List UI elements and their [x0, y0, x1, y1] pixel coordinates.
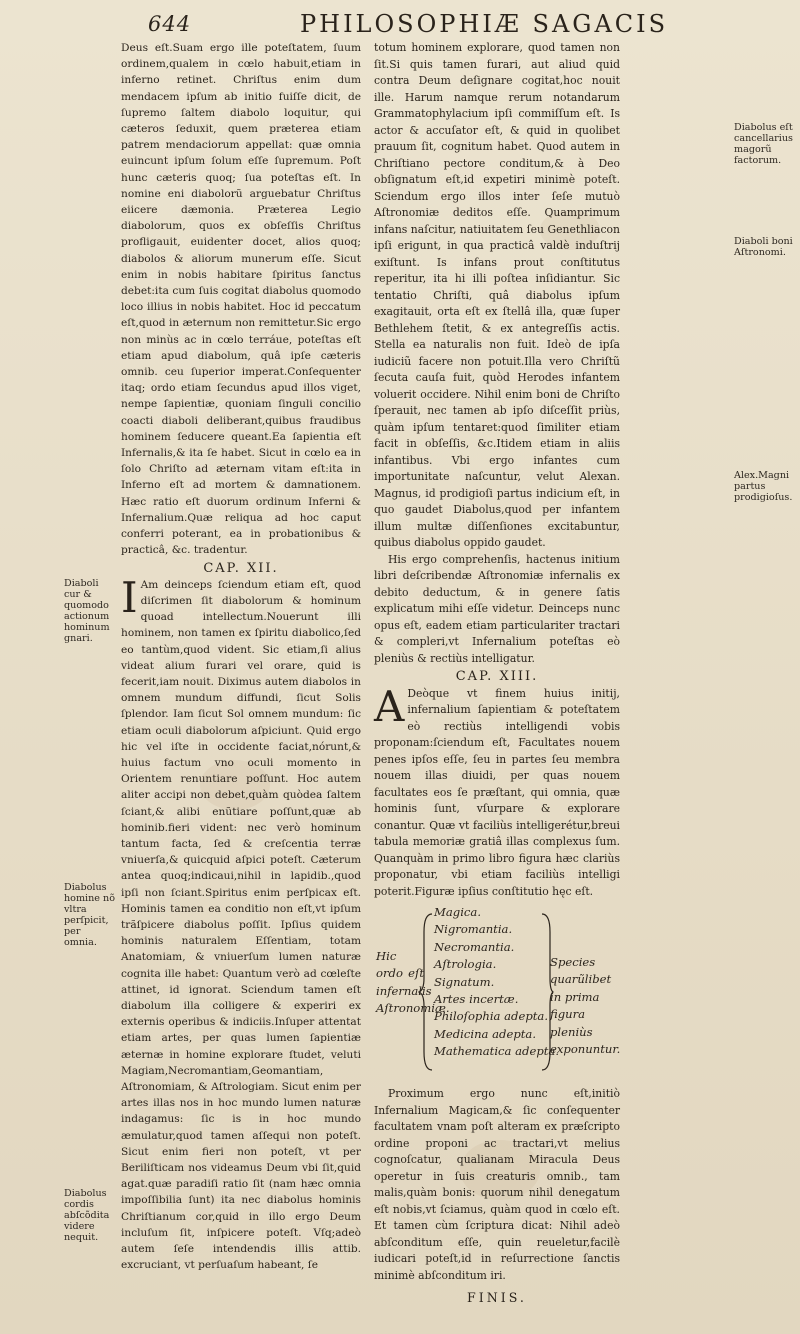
right-paragraph-1: totum hominem explorare, quod tamen non ſit.Si quis tamen furari, aut aliud quid contra Deum deſignare cogitat,hoc nouit ille. Harum namque rerum notandarum Grammatophylacium ipſi commiſſum eſt. Is actor & accuſator eſt, & quid in quolibet prauum ſit, cognitum habet. Quod autem in Chriſtiano pectore conditum,& à Deo obſignatum eſt,id expetiri minimè poteſt. Sciendum ergo illos inter ſeſe mutuò Aſtronomiæ deditos eſſe. Quamprimum infans naſcitur, natiuitatem ſeu Genethliacon ipſi erigunt, in qua practicâ valdè induſtrij exiſtunt. Is infans prout conſtitutus reperitur, ita hi illi poſtea inſidiantur. Sic tentatio Chriſti, quâ diabolus ipſum exagitauit, orta eſt ex ſtellâ illa, quæ ſuper Bethlehem ſtetit, & ex antegreſſis actis. Stella ea naturalis non fuit. Ideò de ipſa iudiciũ facere non potuit.Illa vero Chriſtũ ſecuta cauſa fuit, quòd Herodes infantem voluerit occidere. Nihil enim boni de Chriſto ſperauit, nec tamen ab ipſo diſceſſit priùs, quàm ipſum tentaret:quod ſimiliter etiam facit in obſeſſis, &c.Itidem etiam in aliis infantibus. Vbi ergo infantes cum importunitate naſcuntur, velut Alexan. Magnus, id prodigioſi partus indicium eſt, in quo gaudet Diabolus,quod per infantem illum multæ diſſenſiones excitabuntur, quibus diabolus oppido gaudet. [374, 41, 620, 549]
right-paragraph-3-text: Deòque vt finem huius initij, infernalium ſapientiam & poteſtatem eò rectiùs intelligendi vobis proponam:ſciendum eſt, Facultates nouem penes ipſos eſſe, ſeu in partes ſeu membra nouem illas diuidi, per quas nouem facultates eos ſe præſtant, qui omnia, quæ hominis ſunt, vſurpare & explorare conantur. Quæ vt faciliùs intelligerétur,breui tabula memoriæ gratiâ illas complexus ſum. Quanquàm in primo libro figura hæc clariùs proponatur, vbi etiam faciliùs intelligi poterit.Figuræ ipſius conſtitutio hęc eſt. [374, 686, 620, 898]
margin-note-left-2: Diabolus homine nõ vltra perſpicit, per omnia. [64, 882, 115, 948]
diagram-item: Nigromantia. [434, 922, 513, 937]
diagram-item: Medicina adepta. [434, 1026, 537, 1041]
right-column [374, 40, 620, 1307]
diagram-item: Necromantia. [434, 939, 515, 954]
diagram-right-label: Species quarũlibet in prima figura pleniùs exponuntur. [550, 955, 621, 1057]
chapter-heading-12: CAP. XII. [203, 560, 279, 576]
running-title: PHILOSOPHIÆ SAGACIS [300, 10, 669, 38]
right-paragraph-3 [374, 681, 620, 901]
diagram-left-label: Hic ordo eſt infernalis Aſtronomiæ. [376, 949, 450, 1016]
chapter-heading-13: CAP. XIII. [455, 669, 539, 684]
left-column [121, 40, 361, 1273]
finis-mark: FINIS. [467, 1290, 527, 1305]
margin-note-right-2: Diaboli boni Aſtronomi. [734, 236, 793, 258]
diagram-item: Mathematica adepta. [434, 1044, 560, 1059]
margin-note-right-3: Alex.Magni partus prodigioſus. [734, 470, 793, 503]
diagram-item: Aſtrologia. [434, 957, 497, 972]
left-paragraph-2 [121, 572, 361, 1274]
right-paragraph-4: Proximum ergo nunc eſt,initiò Infernalium Magicam,& ſic conſequenter facultatem vnam poſt alteram ex præſcripto ordine proponi ac tractari,vt melius cognoſcatur, qualianam Miracula Deus operetur in ſuis creaturis omnib., tam malis,quàm bonis: quorum nihil denegatum eſt nobis,vt ſciamus, quàm quod in cœlo eſt. Et tamen cùm ſcriptura dicat: Nihil adeò abſconditum eſſe, quin reueletur,facilè iudicari poteſt,id in reſurrectione ſanctis minimè abſconditum iri. [374, 1087, 620, 1282]
diagram-item: Artes incertæ. [434, 992, 519, 1007]
drop-cap-initial: A [374, 681, 405, 731]
right-paragraph-2: His ergo comprehenſis, hactenus initium libri deſcribendæ Aſtronomiæ infernalis ex debito deductum, & in genere ſatis explicatum mihi eſſe videtur. Deinceps nunc opus eſt, eadem etiam particulariter tractari & compleri,vt Infernalium poteſtas eò pleniùs & rectiùs intelligatur. [374, 552, 620, 665]
diagram-item: Signatum. [434, 974, 495, 989]
page-header [0, 8, 800, 38]
left-paragraph-2-text: Am deinceps ſciendum etiam eſt, quod diſcrimen ſit diabolorum & hominum quoad intellectum.Nouerunt illi hominem, non tamen ex ſpiritu diabolico,ſed eo tantùm,quod vident. Sic etiam,ſi alius videat alium furari vel orare, quid is fecerit,iam nouit. Diximus autem diabolos in omnem mundum diffundi, ſicut Solis ſplendor. Iam ſicut Sol omnem mundum: ſic etiam oculi diabolorum aſpiciunt. Quid ergo hic vel iſte in occidente faciat,nórunt,& huius factum vno oculi momento in Orientem renuntiare poſſunt. Hoc autem aliter accipi non debet,quàm quòdea ſaltem ſciant,& alibi enũtiare poſſunt,quæ ab hominib.fieri vident: nec verò hominum tantum facta, ſed & creſcentia terræ vniuerſa,& quicquid aſpici poteſt. Cæterum antea quoq;indicaui,nihil in lapidib.,quod ipſi non ſciant.Spiritus enim perſpicax eſt. Hominis tamen ea conditio non eſt,vt ipſum trãſpicere diabolus poſſit. Ipſius quidem hominis naturalem Eſſentiam, totam Anatomiam, & vniuerſum lumen naturæ cognita ille habet: Quantum verò ad cœleſte attinet, id ignorat. Sciendum tamen eſt diabolum illa colligere & experiri ex externis operibus & indiciis.Inſuper attentat etiam artes, per quas lumen ſapientiæ æternæ in homine explorare ſtudet, veluti Magiam,Necromantiam,Geomantiam, Aſtronomiam, & Aſtrologiam. Sicut enim per artes illas nos in hoc mundo lumen naturæ indagamus: ſic is in hoc mundo æmulatur,quod tamen aſſequi non poteſt. Sicut enim fieri non poteſt, vt per Beriliſticam nos videamus Deum vbi ſit,quid agat.quæ paradiſi ratio ſit (nam hæc omnia impoſſibilia ſunt) ita nec diabolus hominis Chriſtianum cor,quid in illo ergo Deum incluſum ſit, inſpicere poteſt. Vſq;adeò autem ſeſe intendendis illis attib. excruciant, vt perſuaſum habeant, ſe [121, 578, 361, 1272]
infernal-astronomy-table [374, 904, 620, 1082]
left-paragraph-1: Deus eſt.Suam ergo ille poteſtatem, ſuum ordinem,qualem in cœlo habuit,etiam in inferno retinet. Chriſtus enim dum mendacem ipſum ab initio fuiſſe dicit, de ſupremo ſaltem diabolo loquitur, qui cæteros ſeduxit, quem præterea etiam patrem mendaciorum appellat: quæ omnia euincunt ipſum ſolum eſſe ſupremum. Poſt hunc cæteris quoq; ſua poteſtas eſt. In nomine eni diabolorũ arguebatur Chriſtus eiicere dæmonia. Præterea Legio diabolorum, quos ex obſeſſis Chriſtus profligauit, euidenter docet, alios quoq; diabolos & aliorum munerum eſſe. Sicut enim in nobis habitare ſpiritus ſanctus debet:ita cum ſuis cogitat diabolus quomodo loco illius in nobis habitet. Hoc id peccatum eſt,quod in æternum non remittetur.Sic ergo non minùs ac in cœlo terráue, poteſtas eſt etiam apud diabolum, quâ ipſe cæteris omnib. ceu ſuperior imperat.Conſequenter itaq; ordo etiam ſecundus apud illos viget, nempe ſapientiæ, quoniam ſinguli concilio coacti diaboli deliberant,quibus fraudibus hominem ſeducere queant.Ea ſapientia eſt Infernalis,& ita ſe habet. Sicut in cœlo ea in ſolo Chriſto ad æternam vitam eſt:ita in Inferno eſt ad mortem & damnationem. Hæc ratio eſt duorum ordinum Inferni & Infernalium.Quæ reliqua ad hoc caput conferri poterant, ea in probationibus & practicâ, &c. tradentur. [121, 42, 361, 557]
margin-note-left-1: Diaboli cur & quomodo actionum hominum gnari. [64, 578, 110, 644]
drop-cap-initial: I [121, 572, 138, 622]
margin-note-right-1: Diabolus eſt cancellarius magorũ factorum. [734, 122, 793, 166]
diagram-item: Philoſophia adepta. [434, 1009, 549, 1024]
page-number: 644 [148, 12, 192, 36]
diagram-item: Magica. [434, 905, 482, 919]
margin-note-left-3: Diabolus cordis abſcõdita videre nequit. [64, 1188, 110, 1243]
